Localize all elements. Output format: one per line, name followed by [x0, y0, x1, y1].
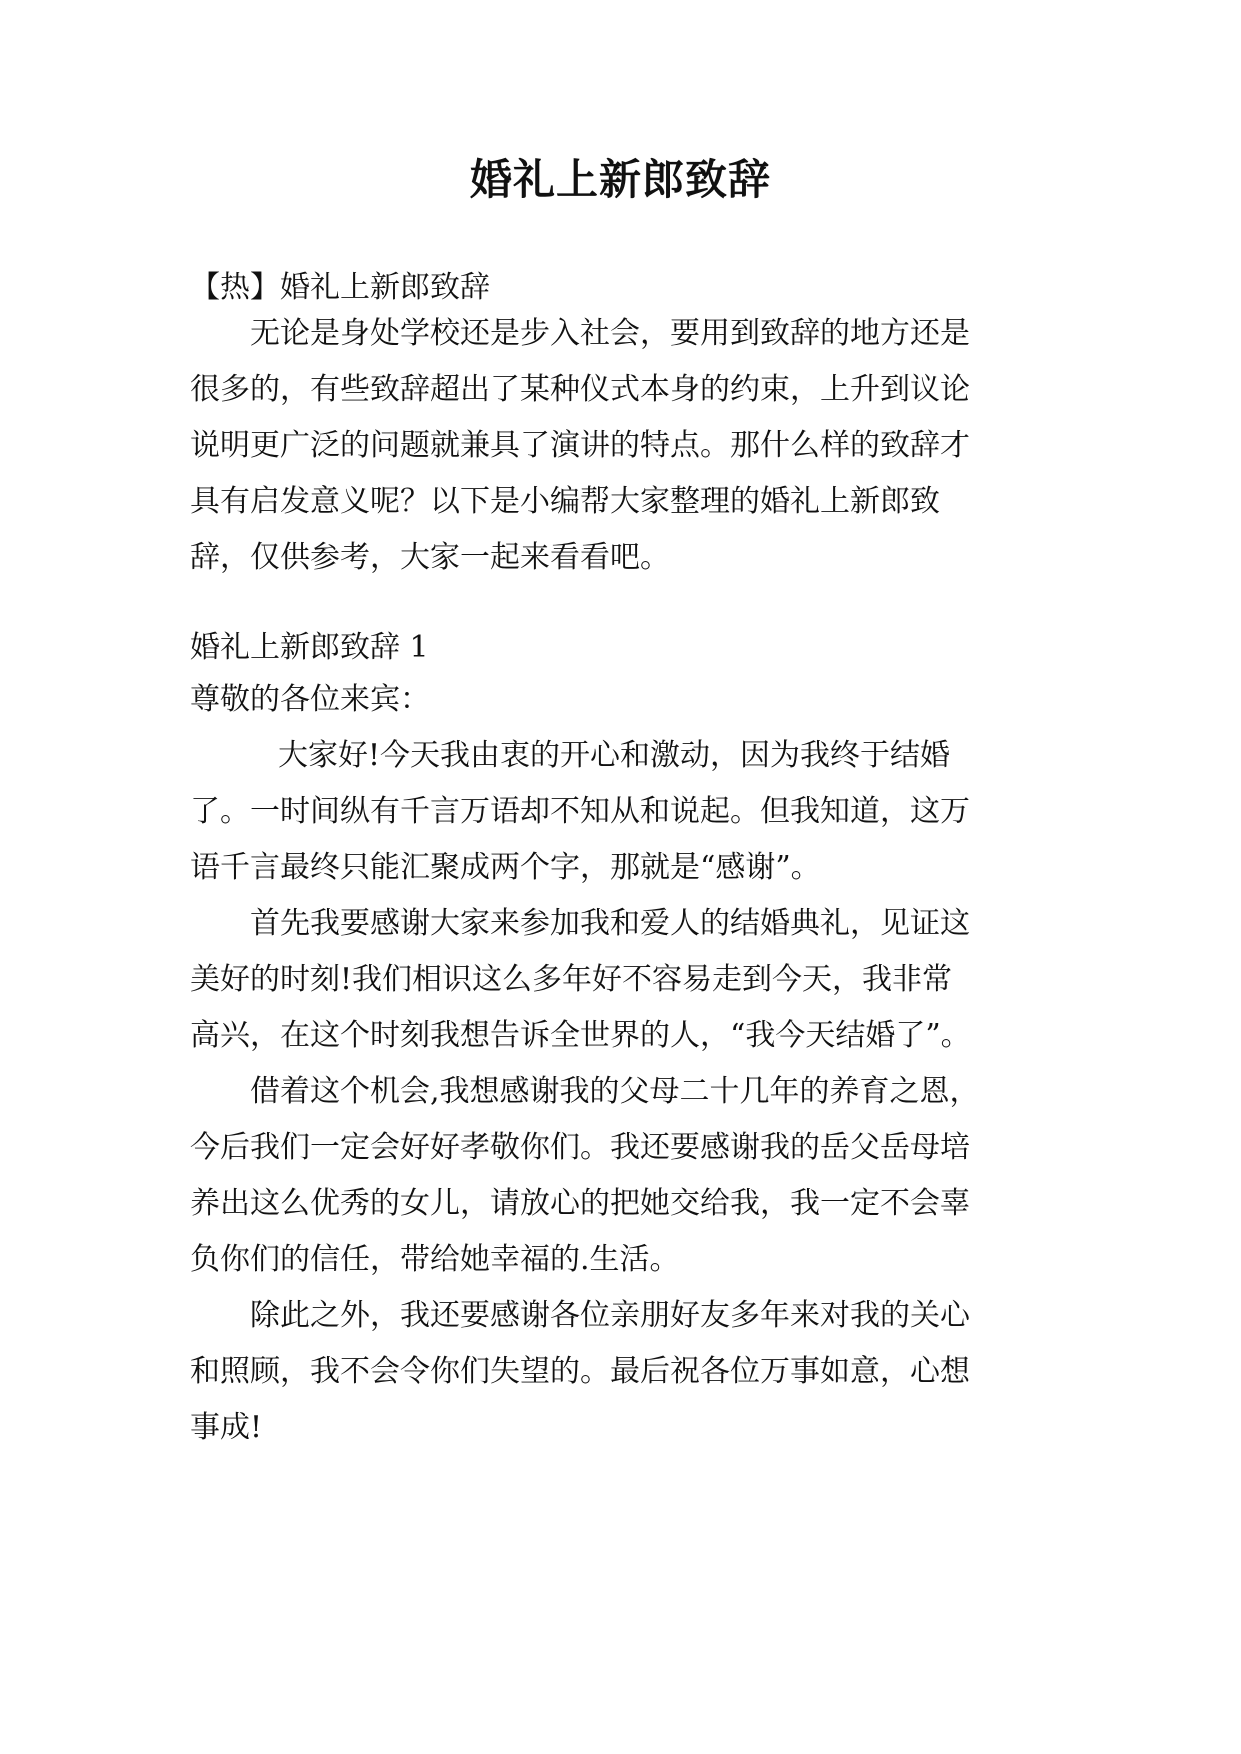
paragraph-line: 借着这个机会,我想感谢我的父母二十几年的养育之恩，	[250, 1074, 980, 1109]
intro-heading-text: 【热】婚礼上新郎致辞	[190, 270, 490, 305]
section-heading-text: 婚礼上新郎致辞 1	[190, 630, 429, 665]
paragraph-line: 负你们的信任，带给她幸福的.生活。	[190, 1242, 680, 1277]
paragraph-3	[190, 1064, 1060, 1288]
document-title: 婚礼上新郎致辞	[469, 155, 771, 204]
paragraph-1	[190, 728, 1060, 896]
intro-line: 说明更广泛的问题就兼具了演讲的特点。那什么样的致辞才	[190, 428, 970, 463]
salutation-text: 尊敬的各位来宾：	[190, 682, 430, 717]
paragraph-2	[190, 896, 1060, 1064]
paragraph-line: 事成!	[190, 1410, 263, 1445]
paragraph-line: 了。一时间纵有千言万语却不知从和说起。但我知道，这万	[190, 794, 970, 829]
paragraph-line: 和照顾，我不会令你们失望的。最后祝各位万事如意，心想	[190, 1354, 970, 1389]
paragraph-line: 美好的时刻!我们相识这么多年好不容易走到今天，我非常	[190, 962, 953, 997]
intro-line: 具有启发意义呢？以下是小编帮大家整理的婚礼上新郎致	[190, 484, 940, 519]
intro-line: 无论是身处学校还是步入社会，要用到致辞的地方还是	[250, 316, 970, 351]
paragraph-line: 首先我要感谢大家来参加我和爱人的结婚典礼，见证这	[250, 906, 970, 941]
salutation	[190, 672, 1060, 728]
intro-paragraph	[190, 306, 1060, 586]
paragraph-line: 养出这么优秀的女儿，请放心的把她交给我，我一定不会辜	[190, 1186, 970, 1221]
paragraph-line: 语千言最终只能汇聚成两个字，那就是“感谢”。	[190, 850, 821, 885]
paragraph-line: 大家好!今天我由衷的开心和激动，因为我终于结婚	[278, 738, 951, 773]
paragraph-line: 高兴，在这个时刻我想告诉全世界的人，“我今天结婚了”。	[190, 1018, 971, 1053]
intro-line: 辞，仅供参考，大家一起来看看吧。	[190, 540, 670, 575]
intro-line: 很多的，有些致辞超出了某种仪式本身的约束，上升到议论	[190, 372, 970, 407]
paragraph-line: 除此之外，我还要感谢各位亲朋好友多年来对我的关心	[250, 1298, 970, 1333]
paragraph-line: 今后我们一定会好好孝敬你们。我还要感谢我的岳父岳母培	[190, 1130, 970, 1165]
paragraph-4	[190, 1288, 1060, 1456]
section-heading	[190, 620, 1060, 676]
